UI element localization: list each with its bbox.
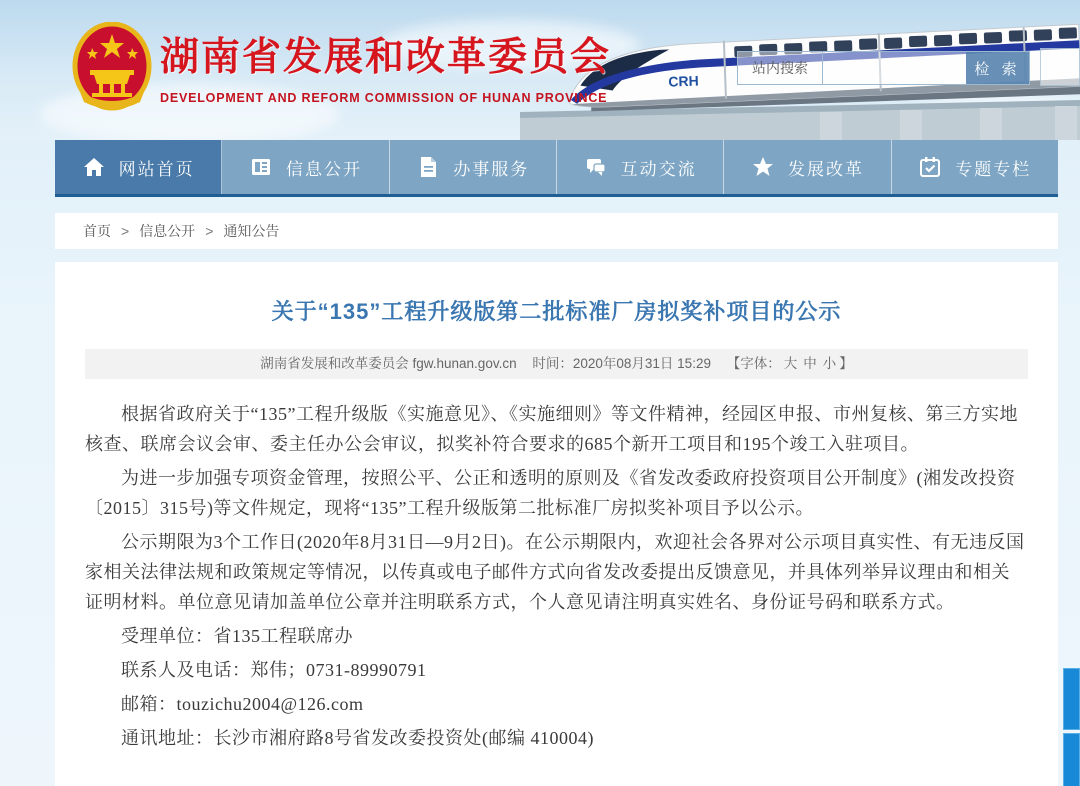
breadcrumb-separator: > bbox=[121, 223, 130, 239]
floating-widget-clipped[interactable] bbox=[1063, 668, 1080, 786]
home-icon bbox=[82, 155, 106, 179]
breadcrumb bbox=[55, 213, 1058, 249]
national-emblem-logo bbox=[72, 22, 152, 114]
article-meta-bar bbox=[85, 349, 1028, 379]
font-size-suffix: 】 bbox=[839, 356, 853, 371]
article-paragraph: 公示期限为3个工作日(2020年8月31日—9月2日)。在公示期限内，欢迎社会各界对公示项目真实性、有无违反国家相关法律法规和政策规定等情况，以传真或电子邮件方式向省发改委提出反馈意见，并具体列举异议理由和相关证明材料。单位意见请加盖单位公章并注明联系方式，个人意见请注明真实姓名、身份证号码和联系方式。 bbox=[85, 532, 1025, 612]
nav-item-services[interactable] bbox=[390, 140, 557, 194]
article-body bbox=[85, 399, 1028, 753]
document-icon bbox=[249, 155, 273, 179]
contact-accepting-unit: 受理单位：省135工程联席办 bbox=[121, 626, 353, 646]
site-subtitle: DEVELOPMENT AND REFORM COMMISSION OF HUNAN PROVINCE bbox=[160, 91, 608, 105]
nav-label: 专题专栏 bbox=[955, 159, 1032, 179]
calendar-check-icon bbox=[918, 155, 942, 179]
floating-widget-bottom[interactable] bbox=[1063, 733, 1080, 786]
contact-email: 邮箱：touzichu2004@126.com bbox=[121, 694, 364, 714]
site-title-block bbox=[160, 26, 611, 105]
header-widget-clipped[interactable] bbox=[1040, 48, 1080, 86]
nav-item-special-topics[interactable] bbox=[892, 140, 1058, 194]
star-icon bbox=[751, 155, 775, 179]
main-nav bbox=[55, 140, 1058, 197]
breadcrumb-info-disclosure[interactable]: 信息公开 bbox=[139, 223, 196, 239]
article-paragraph: 根据省政府关于“135”工程升级版《实施意见》、《实施细则》等文件精神，经园区申报、市州复核、第三方实地核查、联席会议会审、委主任办公会审议，拟奖补符合要求的685个新开工项目和195个竣工入驻项目。 bbox=[85, 404, 1018, 454]
font-size-medium-button[interactable]: 中 bbox=[803, 356, 817, 371]
font-size-large-button[interactable]: 大 bbox=[783, 356, 798, 371]
nav-label: 信息公开 bbox=[285, 159, 362, 179]
article-title: 关于“135”工程升级版第二批标准厂房拟奖补项目的公示 bbox=[271, 299, 842, 324]
article-panel bbox=[55, 262, 1058, 786]
nav-label: 网站首页 bbox=[118, 159, 195, 179]
site-search bbox=[737, 51, 1030, 85]
search-label: 站内搜索 bbox=[738, 52, 823, 84]
floating-widget-top[interactable] bbox=[1063, 668, 1080, 730]
nav-label: 发展改革 bbox=[787, 159, 864, 179]
font-size-small-button[interactable]: 小 bbox=[822, 356, 837, 371]
article-time: 时间：2020年08月31日 15:29 bbox=[532, 356, 711, 371]
nav-item-home[interactable] bbox=[55, 140, 222, 194]
search-button[interactable]: 检 索 bbox=[966, 52, 1029, 84]
contact-person-phone: 联系人及电话：郑伟；0731-89990791 bbox=[121, 660, 427, 680]
article-paragraph: 为进一步加强专项资金管理，按照公平、公正和透明的原则及《省发改委政府投资项目公开制度》(湘发改投资〔2015〕315号)等文件规定，现将“135”工程升级版第二批标准厂房拟奖补项目予以公示。 bbox=[85, 468, 1016, 518]
nav-item-interaction[interactable] bbox=[557, 140, 724, 194]
font-size-prefix: 【字体： bbox=[726, 356, 781, 371]
contact-address: 通讯地址：长沙市湘府路8号省发改委投资处(邮编 410004) bbox=[121, 728, 594, 748]
breadcrumb-separator: > bbox=[205, 223, 214, 239]
nav-label: 办事服务 bbox=[453, 159, 530, 179]
search-input[interactable] bbox=[823, 52, 966, 84]
breadcrumb-notices[interactable]: 通知公告 bbox=[223, 223, 280, 239]
site-title: 湖南省发展和改革委员会 bbox=[160, 36, 612, 79]
article-source: 湖南省发展和改革委员会 fgw.hunan.gov.cn bbox=[260, 356, 517, 371]
nav-item-development-reform[interactable] bbox=[724, 140, 891, 194]
file-icon bbox=[416, 155, 440, 179]
font-size-control bbox=[727, 356, 853, 371]
breadcrumb-home[interactable]: 首页 bbox=[83, 223, 111, 239]
nav-item-info-disclosure[interactable] bbox=[222, 140, 389, 194]
site-banner bbox=[0, 0, 1080, 140]
nav-label: 互动交流 bbox=[620, 159, 697, 179]
svg-text:CRH: CRH bbox=[668, 72, 699, 90]
chat-icon bbox=[584, 155, 608, 179]
